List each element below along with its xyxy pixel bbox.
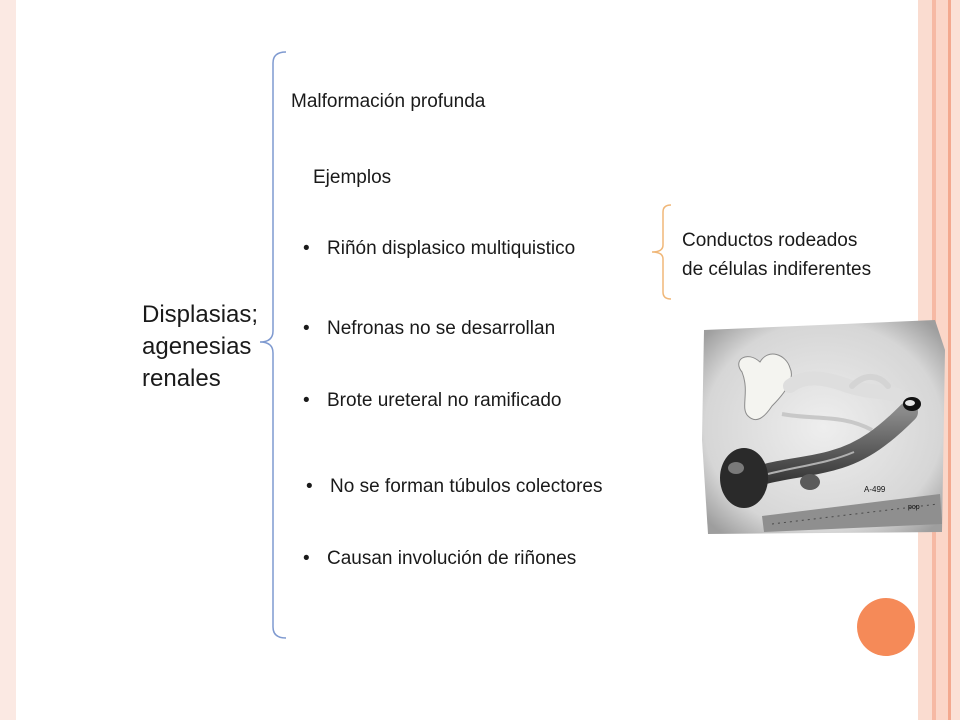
left-frame-stripe bbox=[0, 0, 16, 720]
title-line: agenesias bbox=[142, 333, 252, 360]
sub-brace bbox=[648, 202, 676, 302]
bullet-item: • Nefronas no se desarrollan bbox=[327, 317, 555, 341]
frame-stripe bbox=[951, 0, 960, 720]
bullet-item: • Riñón displasico multiquistico bbox=[327, 237, 575, 261]
title-line: Displasias; bbox=[142, 301, 259, 328]
bullet-item: • Brote ureteral no ramificado bbox=[327, 389, 561, 413]
ducts-note bbox=[682, 226, 871, 284]
ducts-note-line: de células indiferentes bbox=[682, 259, 872, 280]
bullet-item: • Causan involución de riñones bbox=[327, 547, 576, 571]
malformation-heading: Malformación profunda bbox=[291, 91, 486, 112]
ducts-note-line: Conductos rodeados bbox=[682, 230, 858, 251]
ruler-mark: pop bbox=[908, 504, 920, 511]
specimen-label: A-499 bbox=[864, 485, 886, 494]
title-line: renales bbox=[142, 365, 221, 392]
topic-title bbox=[142, 299, 258, 395]
main-brace bbox=[250, 45, 295, 645]
accent-circle bbox=[855, 596, 917, 658]
examples-heading: Ejemplos bbox=[313, 167, 392, 188]
kidney-specimen-photo bbox=[702, 320, 945, 536]
bullet-item: • No se forman túbulos colectores bbox=[330, 475, 602, 499]
